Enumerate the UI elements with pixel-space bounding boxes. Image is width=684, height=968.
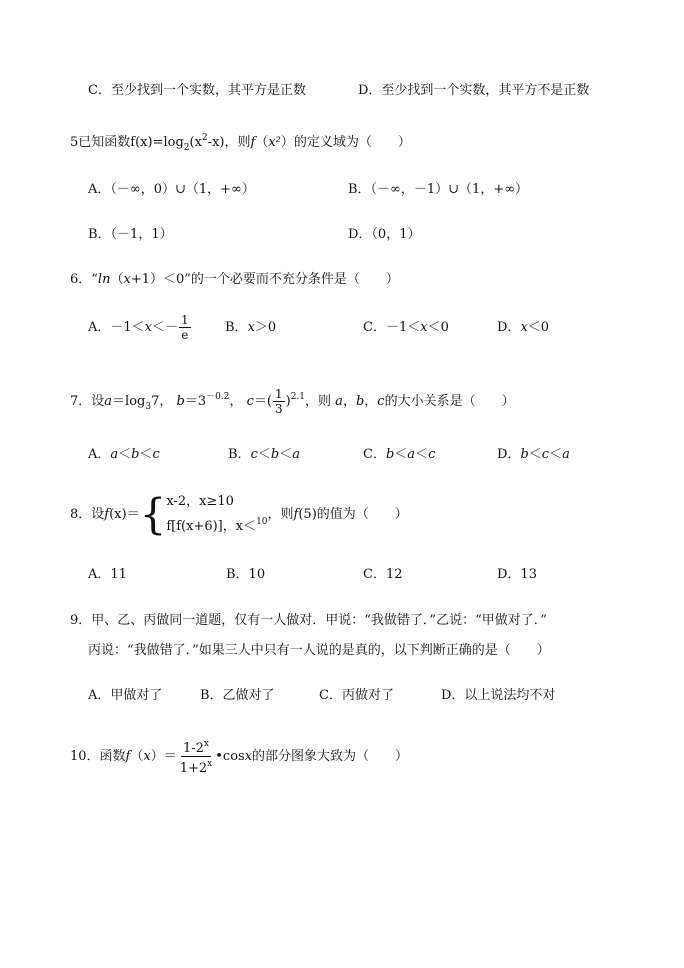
q7-d-v1: b xyxy=(520,447,529,462)
q8-case-2-a: f[f(x+6)]，x＜ xyxy=(166,519,257,534)
q4-option-c: C．至少找到一个实数，其平方是正数 xyxy=(88,83,306,98)
q7-a-v1: a xyxy=(110,447,119,462)
q6-mid2: +1）＜0”的一个必要而不充分条件是（ ） xyxy=(130,272,399,287)
q7-b-lt2: ＜ xyxy=(279,447,293,462)
q5-fx2-post: ） xyxy=(280,135,294,150)
q7-c-lt2: ＜ xyxy=(415,447,429,462)
q7-d-lt1: ＜ xyxy=(528,447,542,462)
q7-option-b xyxy=(228,447,300,463)
q10-num xyxy=(181,737,211,757)
q6-option-c xyxy=(363,320,449,336)
q7-a-v2: b xyxy=(131,447,140,462)
q7-c-v3: c xyxy=(428,447,436,462)
q7-a: a xyxy=(104,394,113,409)
q6-a-label: A．－1＜ xyxy=(88,320,145,335)
q6-mid1: （ xyxy=(110,272,124,287)
q7-log-arg: 7， xyxy=(151,394,173,409)
q5-option-b1: B．（－∞，－1）∪（1，+∞） xyxy=(348,182,529,197)
q7-eq-c: ＝( xyxy=(253,394,272,409)
q7-a-lt1: ＜ xyxy=(118,447,132,462)
q10-arg-post: ）＝ xyxy=(150,749,177,764)
q8-post: 的值为（ ） xyxy=(316,507,408,522)
q10-post: 的部分图象大致为（ ） xyxy=(252,749,409,764)
q8-case-2 xyxy=(166,512,267,537)
q5-fx: f(x)=log xyxy=(130,135,184,150)
q5-arg-rest: -x) xyxy=(207,135,225,150)
q7-c-close: ) xyxy=(285,394,291,409)
q10-den xyxy=(178,757,215,776)
q7-option-d xyxy=(497,447,570,463)
q7-option-c xyxy=(363,447,435,463)
q9-option-b: B．乙做对了 xyxy=(200,688,275,703)
q7-sep-1: ， xyxy=(342,394,356,409)
q9-option-a: A．甲做对了 xyxy=(88,688,163,703)
q6-a-den: e xyxy=(181,328,189,342)
q7-c: c xyxy=(246,394,254,409)
q7-b-label: B． xyxy=(228,447,251,462)
q9-line-1: 9．甲、乙、丙做同一道题，仅有一人做对．甲说：“我做错了．”乙说：“甲做对了．” xyxy=(70,613,547,628)
q7-b-v1: c xyxy=(250,447,258,462)
q6-d-rest: ＜0 xyxy=(527,320,550,335)
q10-num-text: 1-2 xyxy=(182,741,204,756)
q7-eq-a: ＝log xyxy=(112,394,146,409)
q5-arg: (x xyxy=(189,135,202,150)
q8-case-1: x-2，x≥10 xyxy=(166,494,234,509)
q7-option-a xyxy=(88,447,160,463)
q8-option-b: B．10 xyxy=(226,567,266,582)
q7-d-label: D． xyxy=(497,447,521,462)
q6-a-x: x xyxy=(144,320,153,335)
q7-log-base: 3 xyxy=(145,402,152,412)
q6-stem xyxy=(70,272,399,288)
q5-pre: 已知函数 xyxy=(78,135,131,150)
q10-dot-cos: •cos xyxy=(215,749,245,764)
q7-c-den: 3 xyxy=(274,402,283,416)
q6-d-x: x xyxy=(520,320,528,335)
q7-d-lt2: ＜ xyxy=(549,447,563,462)
q5-arg-exp: 2 xyxy=(201,133,208,143)
q6-d-label: D． xyxy=(497,320,521,335)
q10-fraction xyxy=(178,737,215,776)
q6-c-rest: ＜0 xyxy=(427,320,449,335)
q4-option-d: D．至少找到一个实数，其平方不是正数 xyxy=(358,83,590,98)
q7-a-v3: c xyxy=(152,447,160,462)
q5-post: 的定义域为（ ） xyxy=(293,135,411,150)
q8-option-a: A．11 xyxy=(88,567,127,582)
q7-d-v3: a xyxy=(562,447,570,462)
q6-option-d xyxy=(497,320,549,336)
q8-option-d: D．13 xyxy=(497,567,537,582)
q8-option-c: C．12 xyxy=(363,567,403,582)
q8-case-2-b: 10 xyxy=(256,517,268,527)
q7-c-v1: b xyxy=(385,447,395,462)
q8-brace: { xyxy=(139,489,167,539)
q7-post-a: a xyxy=(335,394,343,409)
q10-stem xyxy=(70,737,408,776)
q7-b: b xyxy=(176,394,185,409)
q10-pre: 10．函数 xyxy=(70,749,126,764)
q6-option-a xyxy=(88,313,192,343)
q6-b-x: x xyxy=(247,320,255,335)
q5-mid: ，则 xyxy=(224,135,251,150)
q9-option-d: D．以上说法均不对 xyxy=(441,688,556,703)
q8-eq: ＝ xyxy=(126,507,140,522)
q7-sep-2: ， xyxy=(364,394,378,409)
q10-den-text: 1+2 xyxy=(179,761,208,776)
q7-c-num: 1 xyxy=(274,387,283,401)
q6-ln: ln xyxy=(97,272,111,287)
q6-b-label: B． xyxy=(225,320,248,335)
q7-stem xyxy=(70,381,515,423)
q9-line-2: 丙说：“我做错了．”如果三人中只有一人说的是真的，以下判断正确的是（ ） xyxy=(88,643,550,658)
q6-a-mid: ＜－ xyxy=(152,320,179,335)
q5-f: f xyxy=(250,135,256,150)
q5-number: 5 xyxy=(70,135,79,150)
q10-f: f xyxy=(125,749,131,764)
q7-comma: ， xyxy=(229,394,243,409)
q10-cos-x: x xyxy=(244,749,253,764)
q7-a-label: A． xyxy=(88,447,111,462)
q8-pre: 8．设 xyxy=(70,507,105,522)
q6-b-rest: ＞0 xyxy=(254,320,277,335)
q7-a-lt2: ＜ xyxy=(139,447,153,462)
q7-eq-b: ＝3 xyxy=(184,394,207,409)
q7-c-exp: 2.1 xyxy=(290,392,306,402)
q8-mid: ，则 xyxy=(267,507,294,522)
q6-c-x: x xyxy=(420,320,428,335)
q8-f2: f xyxy=(293,507,299,522)
q6-a-fraction xyxy=(179,313,191,342)
q6-a-num: 1 xyxy=(181,313,189,327)
q8-cases xyxy=(166,492,267,537)
q7-b-lt1: ＜ xyxy=(257,447,271,462)
q6-option-b xyxy=(225,320,276,336)
q5-option-d: D．（0，1） xyxy=(348,227,421,242)
q8-arg2: (5) xyxy=(298,507,317,522)
q5-stem xyxy=(70,130,411,156)
q7-post-c: c xyxy=(377,394,385,409)
q7-d-v2: c xyxy=(541,447,550,462)
q6-pre: 6．“ xyxy=(70,272,98,287)
q10-num-exp: x xyxy=(203,739,209,749)
q7-c-label: C． xyxy=(363,447,386,462)
q10-arg-pre: （ xyxy=(130,749,144,764)
q10-x: x xyxy=(143,749,151,764)
q7-pre: 7．设 xyxy=(70,394,105,409)
q7-post-b: b xyxy=(355,394,365,409)
q7-b-v3: a xyxy=(292,447,300,462)
q5-option-b2: B．（－1，1） xyxy=(88,227,173,242)
q7-b-v2: b xyxy=(270,447,280,462)
q8-arg: (x) xyxy=(109,507,127,522)
q7-c-fraction xyxy=(273,387,285,416)
q7-c-lt1: ＜ xyxy=(394,447,408,462)
q10-den-exp: x xyxy=(207,759,213,769)
q7-c-v2: a xyxy=(407,447,416,462)
q5-option-a: A．（－∞，0）∪（1，+∞） xyxy=(88,182,255,197)
q7-post-pre: ，则 xyxy=(305,394,332,409)
q5-fx2-pre: （ xyxy=(255,135,269,150)
q7-b-exp: －0.2 xyxy=(206,392,230,402)
q8-stem xyxy=(70,489,408,539)
q6-x: x xyxy=(123,272,131,287)
q8-f: f xyxy=(104,507,110,522)
q9-option-c: C．丙做对了 xyxy=(319,688,394,703)
q5-log-base: 2 xyxy=(183,143,190,153)
q5-x2: x² xyxy=(268,135,281,150)
q6-c-label: C．－1＜ xyxy=(363,320,421,335)
q7-post: 的大小关系是（ ） xyxy=(384,394,515,409)
